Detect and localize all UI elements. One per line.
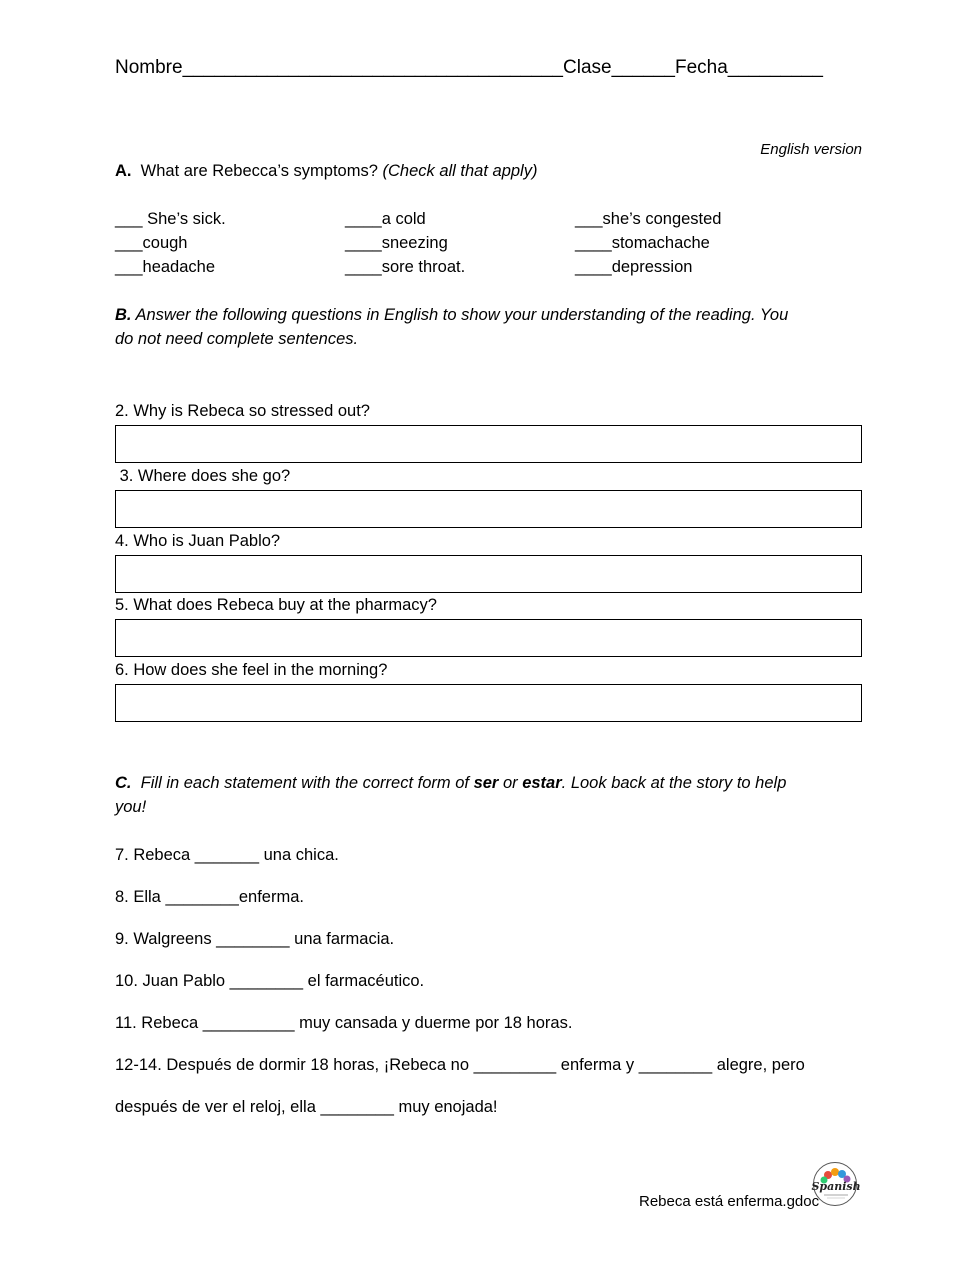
fill-in-item-12-14[interactable]: 12-14. Después de dormir 18 horas, ¡Rebeca no _________ enferma y ________ alegre, pero [115, 1056, 805, 1074]
symptom-option[interactable]: ____depression [575, 258, 693, 276]
date-blank[interactable]: _________ [727, 57, 823, 78]
name-class-date-header [115, 57, 823, 79]
symptom-option[interactable]: ___she’s congested [575, 210, 722, 228]
symptom-option[interactable]: ____sneezing [345, 234, 448, 252]
fill-in-item-11[interactable]: 11. Rebeca __________ muy cansada y duerme por 18 horas. [115, 1014, 573, 1032]
section-b-instruction-line1: Answer the following questions in English to show your understanding of the reading. You [135, 306, 789, 324]
section-a-prompt: What are Rebecca’s symptoms? [140, 162, 378, 180]
question-4-answer-box[interactable] [115, 555, 862, 593]
question-2-label: 2. Why is Rebeca so stressed out? [115, 402, 370, 420]
question-4-label: 4. Who is Juan Pablo? [115, 532, 281, 550]
section-b-letter: B. [115, 306, 132, 324]
section-c-instruction-post: . Look back at the story to help [561, 774, 787, 792]
section-c-instruction [115, 774, 786, 793]
fill-in-item-10[interactable]: 10. Juan Pablo ________ el farmacéutico. [115, 972, 425, 990]
symptom-option[interactable]: ____sore throat. [345, 258, 466, 276]
name-blank[interactable]: ____________________________________ [182, 57, 563, 78]
word-estar: estar [522, 774, 562, 792]
word-or: or [502, 774, 518, 792]
section-b-instruction-line2: do not need complete sentences. [115, 330, 359, 348]
name-label: Nombre [115, 57, 183, 78]
symptom-option[interactable]: ____a cold [345, 210, 426, 228]
document-filename: Rebeca está enferma.gdoc [639, 1193, 820, 1210]
question-5-label: 5. What does Rebeca buy at the pharmacy? [115, 596, 437, 614]
symptom-option[interactable]: ___cough [115, 234, 188, 252]
date-label: Fecha [674, 57, 728, 78]
section-a-instruction: (Check all that apply) [382, 162, 538, 180]
question-6-answer-box[interactable] [115, 684, 862, 722]
symptom-option[interactable]: ___headache [115, 258, 216, 276]
spanish-logo-icon [811, 1163, 861, 1207]
logo-text: Spanish [811, 1180, 861, 1193]
question-2-answer-box[interactable] [115, 425, 862, 463]
class-label: Clase [563, 57, 612, 78]
section-c-instruction-line2: you! [115, 798, 147, 816]
section-b-instruction [115, 306, 788, 325]
section-c-letter: C. [115, 774, 132, 792]
fill-in-item-12-14-continued[interactable]: después de ver el reloj, ella ________ muy enojada! [115, 1098, 498, 1116]
section-a-letter: A. [115, 162, 132, 180]
question-3-answer-box[interactable] [115, 490, 862, 528]
fill-in-item-9[interactable]: 9. Walgreens ________ una farmacia. [115, 930, 395, 948]
section-c-instruction-pre: Fill in each statement with the correct form of [140, 774, 469, 792]
version-note: English version [760, 141, 862, 158]
question-6-label: 6. How does she feel in the morning? [115, 661, 388, 679]
symptom-option[interactable]: ____stomachache [575, 234, 710, 252]
symptom-option[interactable]: ___ She’s sick. [115, 210, 226, 228]
section-a-heading [115, 162, 537, 181]
word-ser: ser [473, 774, 499, 792]
question-5-answer-box[interactable] [115, 619, 862, 657]
question-3-label: 3. Where does she go? [115, 467, 291, 485]
fill-in-item-7[interactable]: 7. Rebeca _______ una chica. [115, 846, 339, 864]
fill-in-item-8[interactable]: 8. Ella ________enferma. [115, 888, 304, 906]
spanish-logo [811, 1162, 861, 1206]
class-blank[interactable]: ______ [611, 57, 675, 78]
